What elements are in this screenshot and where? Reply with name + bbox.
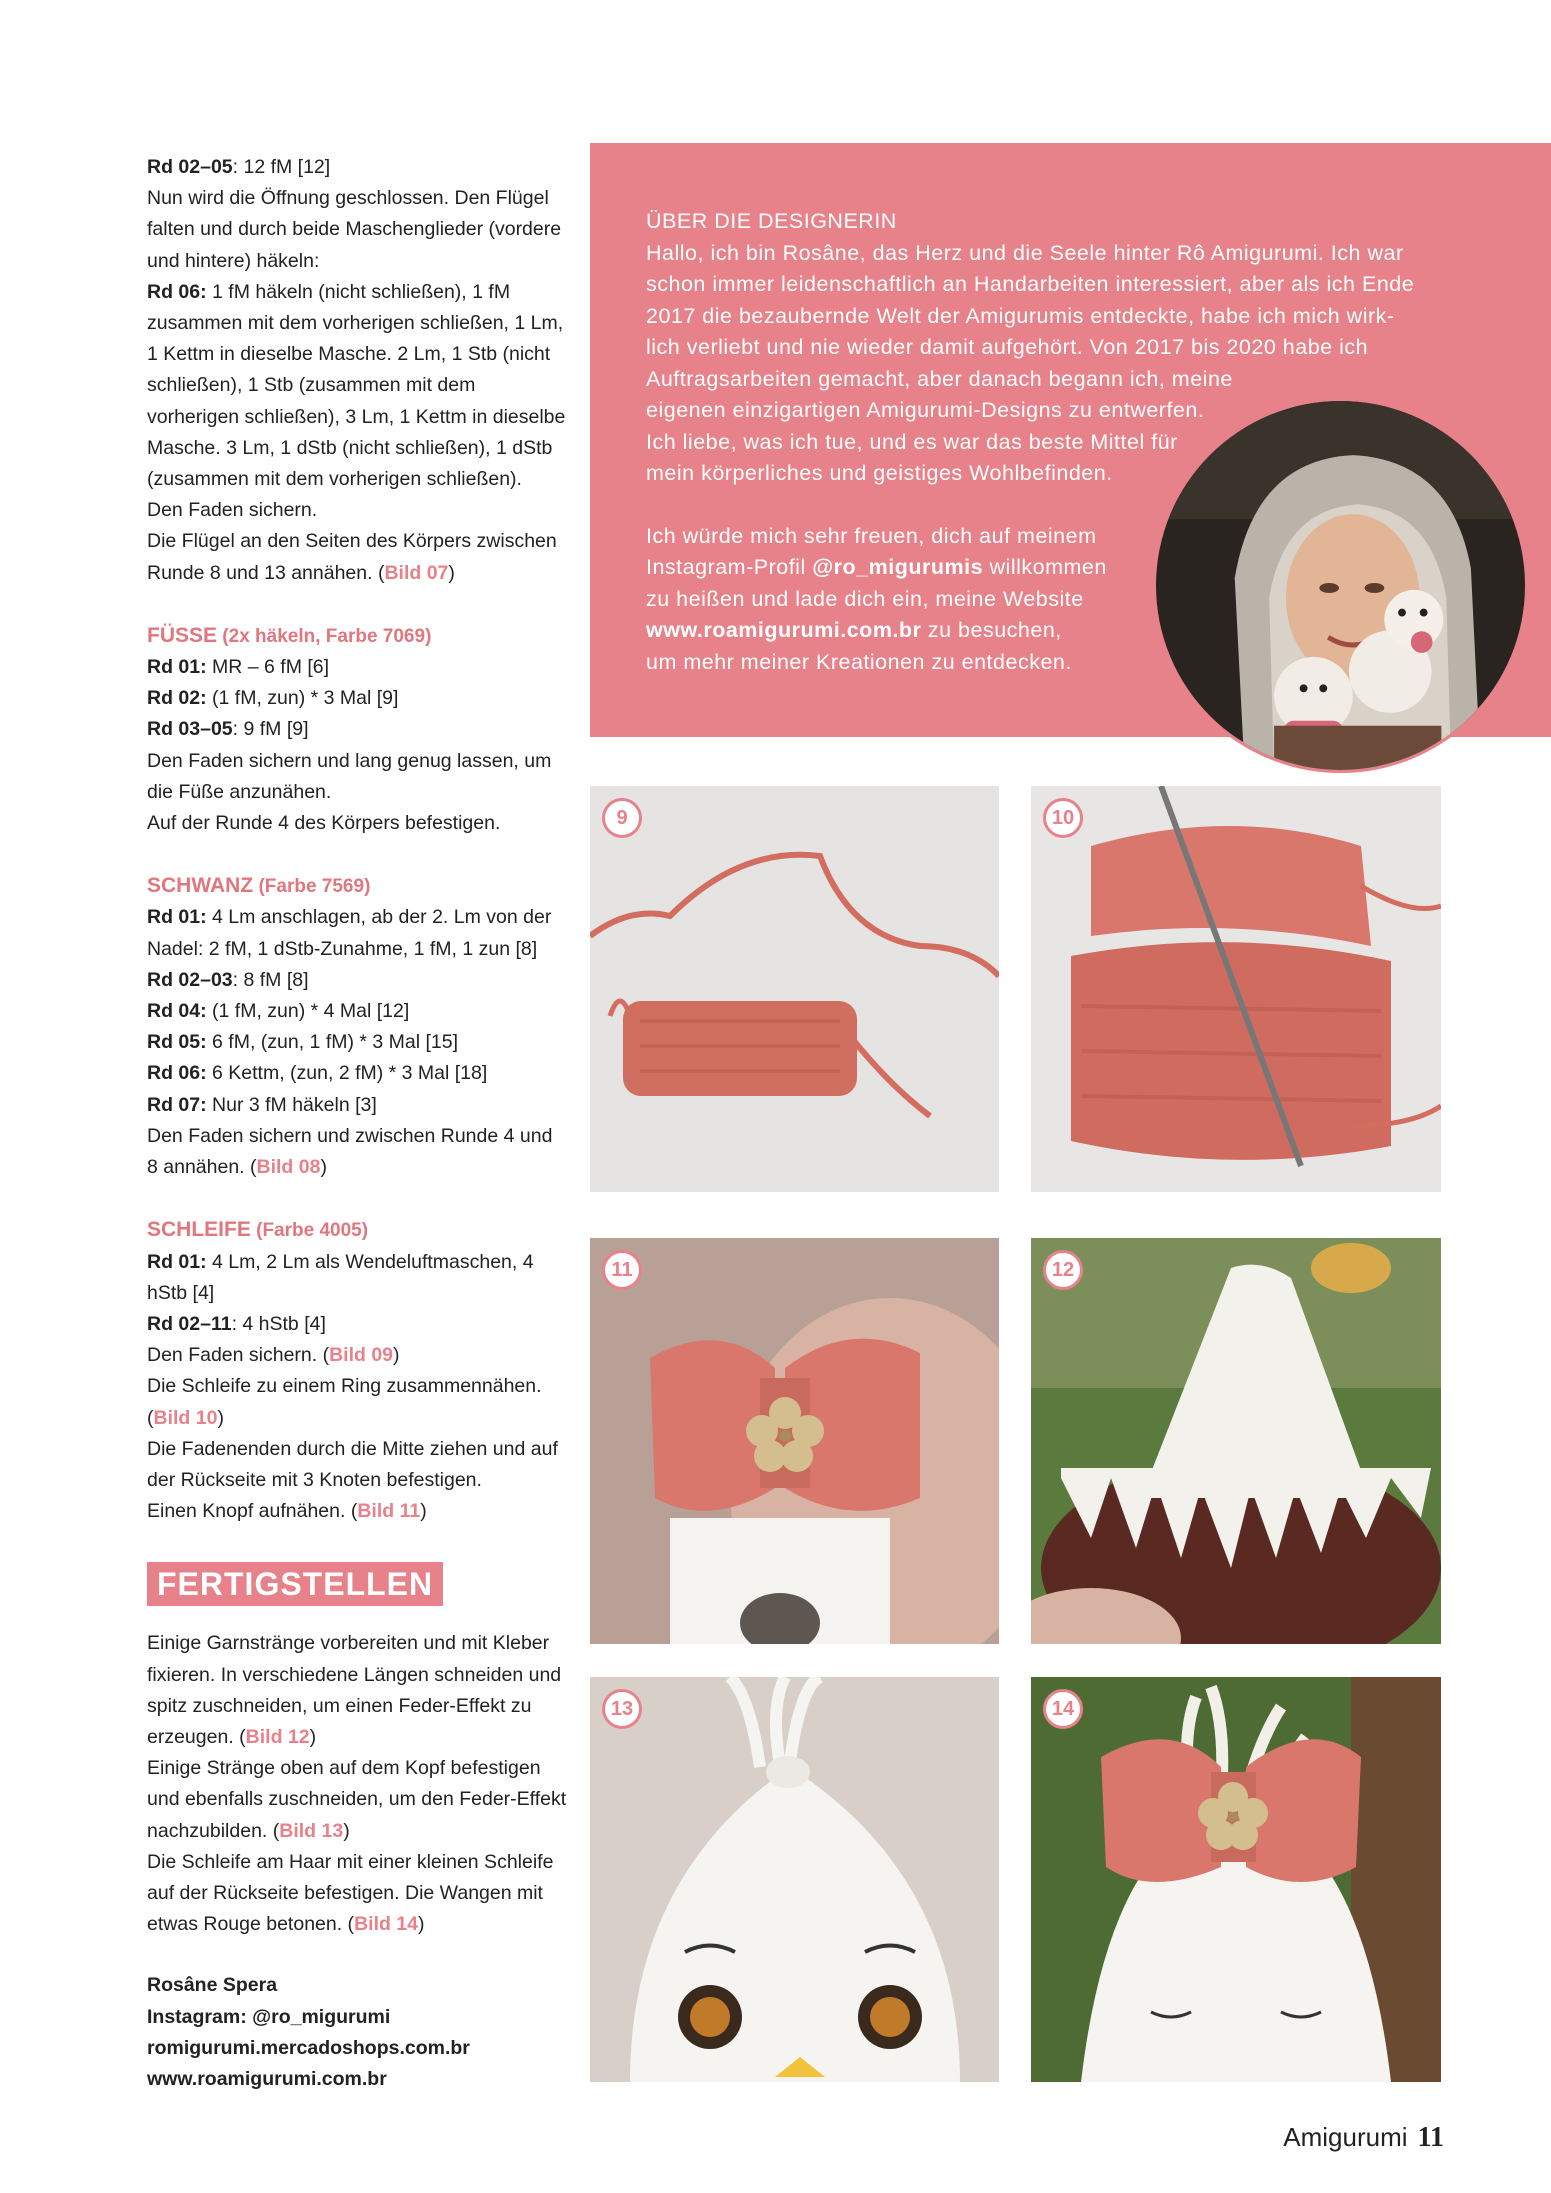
bio-line: lich verliebt und nie wieder damit aufgehört. Von 2017 bis 2020 habe ich: [646, 335, 1369, 359]
wings-note: [147, 526, 567, 588]
bow-button-image: [590, 1238, 999, 1644]
row-text: MR – 6 fM [6]: [206, 656, 330, 679]
paren: ): [393, 1344, 400, 1367]
image-reference: Bild 07: [384, 561, 449, 584]
pattern-row: [147, 683, 567, 714]
invite-text: willkommen: [983, 555, 1107, 579]
section-title: [147, 1214, 567, 1246]
subtitle-text: (2x häkeln, Farbe 7069): [217, 625, 432, 647]
paren: ): [320, 1156, 327, 1179]
row-text: 6 Kettm, (zun, 2 fM) * 3 Mal [18]: [206, 1062, 488, 1085]
row-text: 4 Lm, 2 Lm als Wendeluftmaschen, 4 hStb [4]: [147, 1250, 534, 1304]
note: Den Faden sichern und lang genug lassen, um die Füße anzunähen.: [147, 749, 552, 803]
photo-9: [590, 786, 999, 1192]
paren: ): [420, 1500, 427, 1523]
row-label: Rd 06:: [147, 1062, 207, 1085]
author-shop: romigurumi.mercadoshops.com.br: [147, 2036, 470, 2059]
invite-text: zu besuchen,: [921, 618, 1062, 642]
photo-number-badge: 11: [602, 1250, 642, 1290]
row-label: Rd 02–11: [147, 1312, 232, 1335]
image-reference: Bild 14: [354, 1913, 418, 1936]
paren: ): [343, 1819, 350, 1842]
pattern-row: [147, 1309, 567, 1340]
pattern-column: [147, 152, 567, 2095]
bio-line: Ich liebe, was ich tue, und es war das beste Mittel für: [646, 429, 1178, 454]
pattern-row: [147, 1027, 567, 1058]
row-text: (1 fM, zun) * 4 Mal [12]: [206, 1000, 410, 1023]
row-text: (1 fM, zun) * 3 Mal [9]: [206, 687, 399, 710]
section-heading: SCHLEIFE: [147, 1218, 251, 1242]
note: [147, 1121, 567, 1183]
photo-number-badge: 10: [1043, 798, 1083, 838]
photo-number-badge: 13: [602, 1689, 642, 1729]
row-rd0205: [147, 152, 567, 183]
photo-number-badge: 14: [1043, 1689, 1083, 1729]
row-label: Rd 02–05: [147, 156, 233, 178]
image-reference: Bild 13: [279, 1819, 344, 1842]
section-subtitle: [217, 624, 431, 647]
row-text: : 8 fM [8]: [232, 968, 309, 991]
pattern-row: [147, 714, 567, 745]
bio-line: mein körperliches und geistiges Wohlbefinden.: [646, 461, 1113, 485]
finish-step: [147, 1753, 567, 1847]
row-text: 1 fM häkeln (nicht schließen), 1 fM zusammen mit dem vorherigen schließen, 1 Lm, 1 Kettm in dieselbe Masche. 2 Lm, 1 Stb (nicht schließen), 1 Stb (zusammen mit dem vorherigen schließen), 3 Lm, 1 Kettm in dieselbe Masche. 3 Lm, 1 dStb (nicht schließen), 1 dStb (zusammen mit dem vorherigen schließen).: [147, 280, 566, 491]
schwanz-section: [147, 870, 567, 1183]
author-instagram: Instagram: @ro_migurumi: [147, 2005, 391, 2028]
row-text: : 12 fM [12]: [232, 156, 331, 178]
note-text: Einige Stränge oben auf dem Kopf befestigen und ebenfalls zuschneiden, um den Feder-Effekt nachzubilden. (: [147, 1757, 567, 1842]
image-reference: Bild 12: [245, 1725, 310, 1748]
row-label: Rd 07:: [147, 1093, 207, 1116]
pattern-row: [147, 902, 567, 964]
photo-12: [1031, 1238, 1441, 1644]
pattern-row: [147, 965, 567, 996]
designer-portrait: [1153, 398, 1528, 773]
secure-note: Den Faden sichern.: [147, 499, 318, 522]
website-link[interactable]: www.roamigurumi.com.br: [646, 618, 922, 642]
paren: ): [418, 1913, 425, 1936]
paren: ): [309, 1725, 317, 1748]
photo-11: [590, 1238, 999, 1644]
bow-ring-image: [1031, 786, 1441, 1192]
row-text: : 9 fM [9]: [232, 718, 309, 741]
note: [147, 1371, 567, 1433]
invite-line: um mehr meiner Kreationen zu entdecken.: [646, 649, 1072, 674]
section-heading: FÜSSE: [147, 623, 218, 647]
row-label: Rd 02:: [147, 687, 207, 710]
note: [147, 1496, 567, 1527]
pattern-row: [147, 1058, 567, 1089]
invite-line: Ich würde mich sehr freuen, dich auf meinem: [646, 523, 1097, 548]
page-number: 11: [1417, 2122, 1444, 2153]
close-instruction: Nun wird die Öffnung geschlossen. Den Flügel falten und durch beide Maschenglieder (vordere und hintere) häkeln:: [147, 187, 562, 272]
invite-line: zu heißen und lade dich ein, meine Website: [646, 586, 1084, 611]
bio-line: schon immer leidenschaftlich an Handarbeiten interessiert, aber als ich Ende: [646, 272, 1415, 296]
paren: ): [448, 561, 455, 584]
pattern-row: [147, 1090, 567, 1121]
row-label: Rd 02–03: [147, 968, 233, 991]
author-website: www.roamigurumi.com.br: [147, 2067, 387, 2090]
finished-bird-image: [1031, 1677, 1441, 2082]
wing-section: [147, 152, 567, 589]
note: Auf der Runde 4 des Körpers befestigen.: [147, 812, 501, 835]
note: [147, 1340, 567, 1371]
section-title: [147, 870, 567, 902]
head-tuft-image: [590, 1677, 999, 2082]
photo-number-badge: 9: [602, 798, 642, 838]
section-subtitle: [251, 1218, 368, 1241]
note-text: Die Schleife am Haar mit einer kleinen Schleife auf der Rückseite befestigen. Die Wangen mit etwas Rouge betonen. (: [147, 1850, 554, 1936]
image-reference: Bild 09: [329, 1344, 394, 1367]
section-title: [147, 620, 567, 652]
bio-line: 2017 die bezaubernde Welt der Amigurumis entdeckte, habe ich mich wirk-: [646, 303, 1395, 328]
row-label: Rd 01:: [147, 906, 207, 929]
row-text: 4 Lm anschlagen, ab der 2. Lm von der Nadel: 2 fM, 1 dStb-Zunahme, 1 fM, 1 zun [8]: [147, 906, 552, 960]
pattern-row: [147, 1247, 567, 1309]
invite-text: Instagram-Profil: [646, 555, 813, 579]
subtitle-text: (Farbe 7569): [253, 876, 371, 898]
finish-step: [147, 1847, 567, 1941]
author-name: Rosâne Spera: [147, 1974, 278, 1997]
note-text: Den Faden sichern. (: [147, 1344, 330, 1367]
pattern-row: [147, 652, 567, 683]
row-rd06: [147, 277, 567, 495]
paren: ): [217, 1406, 224, 1429]
note-text: Den Faden sichern und zwischen Runde 4 und 8 annähen. (: [147, 1124, 553, 1179]
portrait-image: [1156, 401, 1525, 770]
image-reference: Bild 11: [357, 1500, 421, 1523]
photo-14: [1031, 1677, 1441, 2082]
tail-strip-image: [590, 786, 999, 1192]
row-text: 6 fM, (zun, 1 fM) * 3 Mal [15]: [206, 1031, 459, 1054]
instagram-handle[interactable]: @ro_migurumis: [812, 555, 984, 579]
row-text: : 4 hStb [4]: [231, 1312, 326, 1335]
row-label: Rd 01:: [147, 1250, 207, 1273]
note-text: Einen Knopf aufnähen. (: [147, 1500, 358, 1523]
photo-10: [1031, 786, 1441, 1192]
section-heading: SCHWANZ: [147, 874, 254, 898]
magazine-name: Amigurumi: [1283, 2122, 1408, 2152]
note-text: Einige Garnstränge vorbereiten und mit Kleber fixieren. In verschiedene Längen schneiden und spitz zuschneiden, um einen Feder-Effekt zu erzeugen. (: [147, 1632, 562, 1748]
subtitle-text: (Farbe 4005): [250, 1220, 369, 1242]
bio-line: Auftragsarbeiten gemacht, aber danach begann ich, meine: [646, 366, 1233, 391]
image-reference: Bild 10: [153, 1406, 218, 1429]
fertigstellen-section: [147, 1558, 567, 1940]
schleife-section: [147, 1214, 567, 1527]
note: Die Fadenenden durch die Mitte ziehen und auf der Rückseite mit 3 Knoten befestigen.: [147, 1437, 558, 1491]
row-label: Rd 05:: [147, 1031, 207, 1054]
page-footer: [1283, 2122, 1444, 2154]
image-reference: Bild 08: [256, 1156, 321, 1179]
note-text: Die Flügel an den Seiten des Körpers zwischen Runde 8 und 13 annähen. (: [147, 530, 557, 584]
row-label: Rd 03–05: [147, 718, 233, 741]
pattern-row: [147, 996, 567, 1027]
row-label: Rd 04:: [147, 1000, 207, 1023]
bio-line: eigenen einzigartigen Amigurumi-Designs zu entwerfen.: [646, 398, 1205, 422]
row-label: Rd 06:: [147, 280, 207, 303]
author-credits: [147, 1970, 567, 2095]
finish-step: [147, 1628, 567, 1753]
row-label: Rd 01:: [147, 656, 207, 679]
feather-effect-image: [1031, 1238, 1441, 1644]
designer-heading: ÜBER DIE DESIGNERIN: [646, 209, 897, 233]
section-subtitle: [253, 874, 370, 897]
bio-line: Hallo, ich bin Rosâne, das Herz und die Seele hinter Rô Amigurumi. Ich war: [646, 240, 1404, 265]
fertigstellen-heading: FERTIGSTELLEN: [147, 1562, 443, 1606]
row-text: Nur 3 fM häkeln [3]: [206, 1093, 377, 1116]
photo-number-badge: 12: [1043, 1250, 1083, 1290]
photo-13: [590, 1677, 999, 2082]
note-text: Die Schleife zu einem Ring zusammennähen. (: [147, 1375, 542, 1429]
fuesse-section: [147, 620, 567, 839]
